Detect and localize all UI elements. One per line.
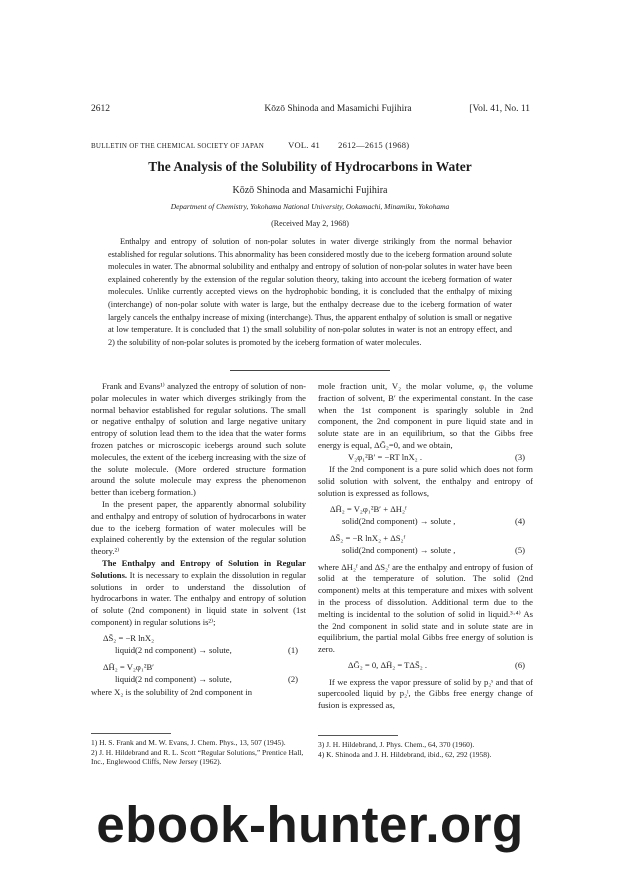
equation-expression: ΔH̄₂ = V₂φ₁²B′ [103, 661, 155, 672]
equation-condition: liquid(2 nd component) → solute, [115, 674, 232, 685]
equation-number: (4) [514, 516, 525, 527]
equation-expression: V₂φ₁²B′ = −RT lnX₂ . [348, 451, 422, 462]
journal-volume: VOL. 41 [288, 140, 321, 150]
equation-1-condition [91, 645, 306, 658]
equation-5-condition [318, 545, 533, 558]
footnote: 3) J. H. Hildebrand, J. Phys. Chem., 64, 370 (1960). [318, 740, 475, 749]
equation-6 [318, 660, 533, 673]
equation-number: (2) [287, 674, 298, 685]
right-column [318, 381, 533, 712]
paragraph: where ΔH₂ᶠ and ΔS₂ᶠ are the enthalpy and entropy of fusion of solid at the temperature of solution. The solid (2nd component) melts at this temperature and mixes with solvent in the process of dissolution. Additional term due to the melting is incidental to the solution of solid in liquid.³·⁴⁾ As the 2nd component in solid state and in solute state are in equilibrium, the partial molal Gibbs free energy of solution is zero. [318, 561, 533, 655]
equation-number: (5) [514, 545, 525, 556]
paragraph: where X₂ is the solubility of 2nd component in [91, 686, 253, 697]
paragraph: In the present paper, the apparently abnormal solubility and enthalpy and entropy of solution of hydrocarbons in water due to the iceberg formation of water molecules will be explained coherently by the extension of the regular solution theory.²⁾ [91, 498, 306, 557]
paragraph: If we express the vapor pressure of solid by p₂ˢ and that of supercooled liquid by p₂ˡ, the Gibbs free energy change of fusion is expressed as, [318, 676, 533, 711]
paragraph: mole fraction unit, V₂ the molar volume, φ₁ the volume fraction of solvent, B′ the experimental constant. In the case when the 1st component is sparingly soluble in 2nd component, the 2nd component in pure liquid state and in solute state are in an equilibrium, so that the Gibbs free energy is equal, ΔḠ₂=0, and we obtain, [318, 381, 533, 450]
equation-number: (1) [287, 645, 298, 656]
separator-rule [230, 370, 390, 371]
footnote: 1) H. S. Frank and M. W. Evans, J. Chem. Phys., 13, 507 (1945). [91, 738, 286, 747]
footnotes-left [91, 738, 306, 767]
equation-2-condition [91, 674, 306, 687]
page-number: 2612 [91, 104, 110, 114]
equation-condition: solid(2nd component) → solute , [342, 516, 456, 527]
paper-title: The Analysis of the Solubility of Hydrocarbons in Water [148, 159, 472, 174]
equation-2 [91, 662, 306, 675]
running-title: Kōzō Shinoda and Masamichi Fujihira [264, 104, 412, 114]
equation-number: (6) [514, 660, 525, 671]
footnote-rule [91, 733, 171, 734]
footnotes-right [318, 740, 533, 759]
equation-expression: ΔḠ₂ = 0, ΔH̄₂ = TΔS̄₂ . [348, 660, 428, 671]
section-heading: The Enthalpy and Entropy of Solution in Regular Solutions. [91, 557, 306, 580]
abstract-text: Enthalpy and entropy of solution of non-polar solutes in water diverge strikingly from the normal behavior established for regular solutions. This abnormality has been considered mostly due to the iceberg formation around solute molecules in water. The abnormal solubility and enthalpy and entropy of solution of non-polar solutes in water have been explained coherently by the extension of the regular solution theory, taking into account the iceberg formation of water molecules. Unlike currently accepted views on the hydrophobic bonding, it is concluded that the enthalpy of mixing (interchange) of non-polar solute with water is large, but the enthalpy decrease due to the iceberg formation of water largely cancels the enthalpy increase of mixing (interchange). Thus, the apparent enthalpy of solution is small or negative at low temperature. It is concluded that 1) the small solubility of non-polar solutes in water is not an entropy effect, and 2) the solubility of non-polar solutes is promoted by the iceberg formation of water molecules. [108, 237, 512, 347]
footnote: 2) J. H. Hildebrand and R. L. Scott “Regular Solutions,” Prentice Hall, Inc., Englewood Cliffs, New Jersey (1962). [91, 747, 304, 766]
equation-expression: ΔS̄₂ = −R lnX₂ + ΔS₂ᶠ [330, 532, 406, 543]
equation-condition: solid(2nd component) → solute , [342, 545, 456, 556]
journal-line [91, 140, 531, 150]
authors: Kōzō Shinoda and Masamichi Fujihira [232, 185, 388, 196]
footnote-rule [318, 735, 398, 736]
equation-expression: ΔS̄₂ = −R lnX₂ [103, 632, 155, 643]
equation-3 [318, 452, 533, 465]
equation-5 [318, 533, 533, 546]
paragraph: Frank and Evans¹⁾ analyzed the entropy of solution of non-polar molecules in water which diverges strikingly from the normal behavior established for regular solutions. The small or negative enthalpy of solution and large negative unitary entropy of solution lead them to the idea that the water forms frozen patches or microscopic icebergs around such solute molecules, the extent of the iceberg increasing with the size of the solute molecule. (More ordered structure formation around the solute molecule may express the phenomenon better than iceberg formation.) [91, 381, 306, 498]
paragraph: It is necessary to explain the dissolution in regular solutions in order to understand the dissolution of hydrocarbons in water. The enthalpy and entropy of solution of solute (2nd component) in liquid state in solvent (1st component) in regular solutions is²⁾; [91, 569, 306, 627]
left-column [91, 381, 306, 699]
journal-pages: 2612—2615 (1968) [338, 140, 410, 150]
abstract [108, 236, 512, 349]
equation-expression: ΔH̄₂ = V₂φ₁²B′ + ΔH₂ᶠ [330, 503, 407, 514]
equation-condition: liquid(2 nd component) → solute, [115, 645, 232, 656]
equation-4 [318, 504, 533, 517]
paragraph: If the 2nd component is a pure solid which does not form solid solution with solvent, the enthalpy and entropy of solution is expressed as follows, [318, 464, 533, 498]
equation-1 [91, 633, 306, 646]
equation-4-condition [318, 516, 533, 529]
volume-issue: [Vol. 41, No. 11 [469, 104, 530, 114]
received-date: (Received May 2, 1968) [271, 219, 349, 228]
equation-number: (3) [514, 451, 525, 462]
watermark: ebook-hunter.org [96, 796, 524, 853]
journal-name: BULLETIN OF THE CHEMICAL SOCIETY OF JAPAN [91, 142, 265, 150]
footnote: 4) K. Shinoda and J. H. Hildebrand, ibid., 62, 292 (1958). [318, 749, 492, 759]
affiliation: Department of Chemistry, Yokohama National University, Ookamachi, Minamiku, Yokohama [170, 202, 450, 211]
